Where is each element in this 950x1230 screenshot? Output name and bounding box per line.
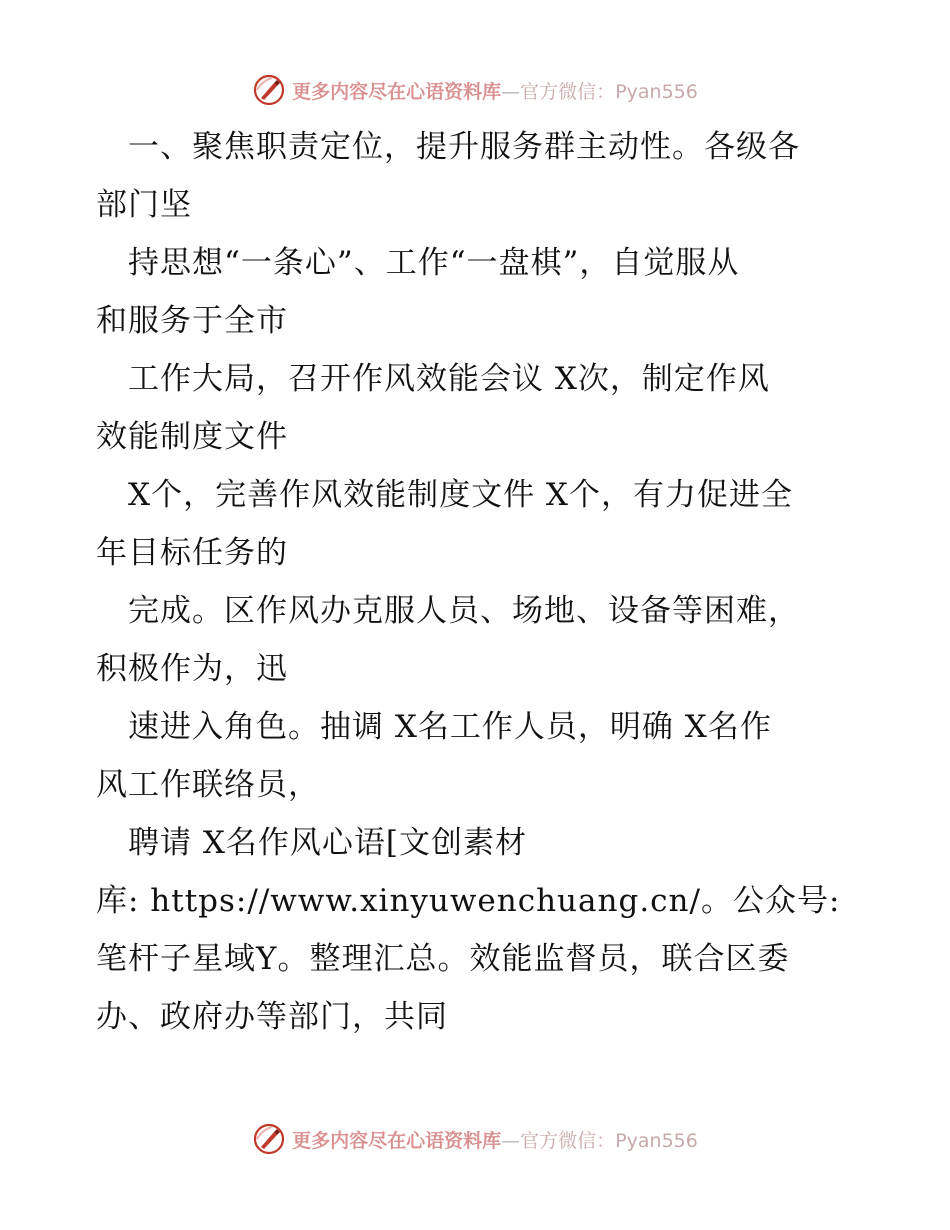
header-wechat-label: 官方微信： (520, 80, 616, 103)
header-watermark-inner (252, 73, 698, 107)
header-watermark-text (292, 77, 698, 104)
body-line: 库: https://www.xinyuwenchuang.cn/。公众号: (96, 883, 841, 919)
body-line: 速进入角色。抽调 X名工作人员，明确 X名作 (96, 709, 772, 745)
document-body (96, 118, 866, 1046)
footer-brand-text: 更多内容尽在心语资料库 (292, 1129, 502, 1152)
body-line: 工作大局，召开作风效能会议 X次，制定作风 (96, 361, 770, 397)
header-wechat-id: Pyan556 (615, 80, 698, 103)
body-line: 部门坚 (96, 187, 192, 223)
body-line: 积极作为，迅 (96, 651, 288, 687)
footer-watermark (0, 1117, 950, 1161)
footer-watermark-text (292, 1126, 698, 1153)
body-line: 持思想“一条心”、工作“一盘棋”，自觉服从 (96, 245, 740, 281)
body-line: 聘请 X名作风心语[文创素材 (96, 825, 528, 861)
body-line: 效能制度文件 (96, 419, 288, 455)
body-line: 年目标任务的 (96, 535, 288, 571)
pen-in-circle-icon (252, 1122, 286, 1156)
header-brand-text: 更多内容尽在心语资料库 (292, 80, 502, 103)
footer-wechat-id: Pyan556 (615, 1129, 698, 1152)
pen-in-circle-icon (252, 73, 286, 107)
body-line: 风工作联络员， (96, 767, 320, 803)
body-line: 和服务于全市 (96, 303, 288, 339)
footer-watermark-inner (252, 1122, 698, 1156)
body-line: 笔杆子星域Y。整理汇总。效能监督员，联合区委 (96, 941, 790, 977)
header-dash: — (501, 80, 521, 103)
header-watermark (0, 68, 950, 112)
body-line: X个，完善作风效能制度文件 X个，有力促进全 (96, 477, 793, 513)
footer-dash: — (501, 1129, 521, 1152)
body-line: 完成。区作风办克服人员、场地、设备等困难， (96, 593, 800, 629)
body-line: 办、政府办等部门，共同 (96, 999, 448, 1035)
body-line: 一、聚焦职责定位，提升服务群主动性。各级各 (96, 129, 800, 165)
footer-wechat-label: 官方微信： (520, 1129, 616, 1152)
